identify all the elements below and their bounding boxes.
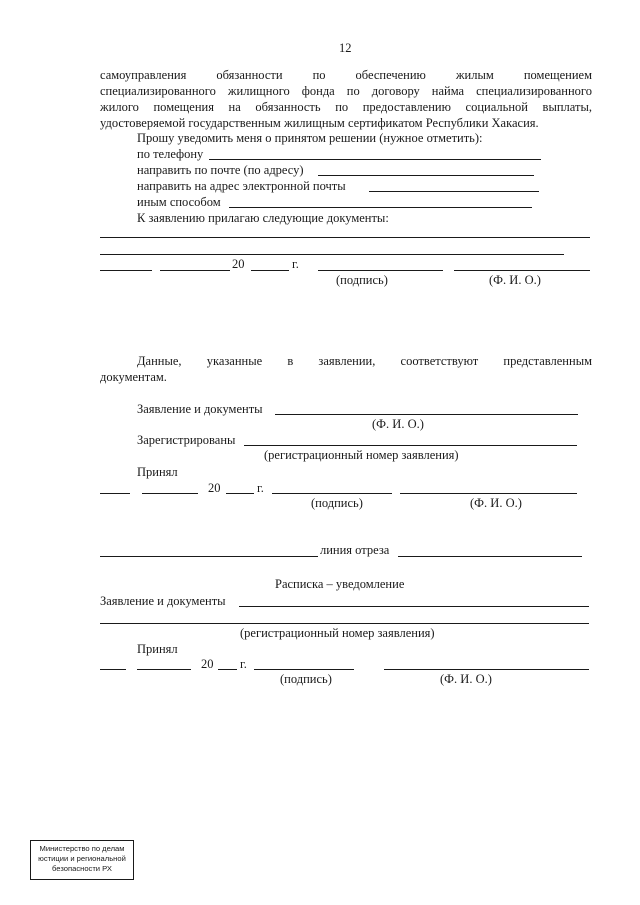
receipt-signature-caption: (подпись) — [280, 672, 332, 686]
stamp-line-2: юстиции и региональной — [38, 854, 126, 863]
applicant-month-field[interactable] — [160, 270, 230, 271]
accepted-year-prefix: 20 — [208, 481, 221, 495]
receipt-month-field[interactable] — [137, 669, 191, 670]
receipt-year-suffix: г. — [240, 657, 247, 671]
notify-heading: Прошу уведомить меня о принятом решении (нужное отметить): — [137, 131, 483, 145]
applicant-signature-field[interactable] — [318, 270, 443, 271]
email-field[interactable] — [369, 191, 539, 192]
stamp-line-1: Министерство по делам — [39, 844, 125, 853]
receipt-docs-label: Заявление и документы — [100, 594, 226, 608]
registered-caption: (регистрационный номер заявления) — [264, 448, 459, 462]
accepted-fio-field[interactable] — [400, 493, 577, 494]
receipt-accepted-label: Принял — [137, 642, 178, 656]
verification-docs-field[interactable] — [275, 414, 578, 415]
applicant-year-field[interactable] — [251, 270, 289, 271]
notify-option-phone: по телефону — [137, 147, 204, 161]
verification-line-2: документам. — [100, 370, 167, 384]
accepted-signature-field[interactable] — [272, 493, 392, 494]
stamp-line-3: безопасности РХ — [52, 864, 112, 873]
receipt-title: Расписка – уведомление — [275, 577, 405, 591]
applicant-signature-caption: (подпись) — [336, 273, 388, 287]
receipt-day-field[interactable] — [100, 669, 126, 670]
applicant-year-suffix: г. — [292, 257, 299, 271]
applicant-day-field[interactable] — [100, 270, 152, 271]
notify-option-other: иным способом — [137, 195, 221, 209]
receipt-fio-field[interactable] — [384, 669, 589, 670]
receipt-year-field[interactable] — [218, 669, 237, 670]
cut-line-left — [100, 556, 318, 557]
applicant-fio-caption: (Ф. И. О.) — [489, 273, 541, 287]
receipt-reg-field[interactable] — [100, 623, 589, 624]
accepted-year-field[interactable] — [226, 493, 254, 494]
accepted-fio-caption: (Ф. И. О.) — [470, 496, 522, 510]
registered-field[interactable] — [244, 445, 577, 446]
attachments-label: К заявлению прилагаю следующие документы: — [137, 211, 389, 225]
other-method-field[interactable] — [229, 207, 532, 208]
verification-line-1: Данные, указанные в заявлении, соответствуют представленным — [137, 354, 592, 368]
accepted-year-suffix: г. — [257, 481, 264, 495]
phone-field[interactable] — [209, 159, 541, 160]
intro-line-3: жилого помещения на обязанность по предоставлению социальной выплаты, — [100, 100, 592, 114]
notify-option-email: направить на адрес электронной почты — [137, 179, 346, 193]
accepted-month-field[interactable] — [142, 493, 198, 494]
verification-docs-label: Заявление и документы — [137, 402, 263, 416]
receipt-docs-field[interactable] — [239, 606, 589, 607]
accepted-signature-caption: (подпись) — [311, 496, 363, 510]
registered-label: Зарегистрированы — [137, 433, 236, 447]
notify-option-post: направить по почте (по адресу) — [137, 163, 304, 177]
receipt-signature-field[interactable] — [254, 669, 354, 670]
receipt-year-prefix: 20 — [201, 657, 214, 671]
verification-fio-caption: (Ф. И. О.) — [372, 417, 424, 431]
attachments-line-2[interactable] — [100, 254, 564, 255]
post-address-field[interactable] — [318, 175, 534, 176]
cut-line-right — [398, 556, 582, 557]
intro-line-1: самоуправления обязанности по обеспечению жилым помещением — [100, 68, 592, 82]
applicant-fio-field[interactable] — [454, 270, 590, 271]
receipt-fio-caption: (Ф. И. О.) — [440, 672, 492, 686]
intro-line-4: удостоверяемой государственным жилищным сертификатом Республики Хакасия. — [100, 116, 539, 130]
applicant-year-prefix: 20 — [232, 257, 245, 271]
page-number: 12 — [339, 41, 352, 55]
receipt-reg-caption: (регистрационный номер заявления) — [240, 626, 435, 640]
accepted-label: Принял — [137, 465, 178, 479]
intro-line-2: специализированного жилищного фонда по договору найма специализированного — [100, 84, 592, 98]
accepted-day-field[interactable] — [100, 493, 130, 494]
cut-line-label: линия отреза — [320, 543, 390, 557]
attachments-line-1[interactable] — [100, 237, 590, 238]
ministry-stamp — [30, 840, 134, 880]
